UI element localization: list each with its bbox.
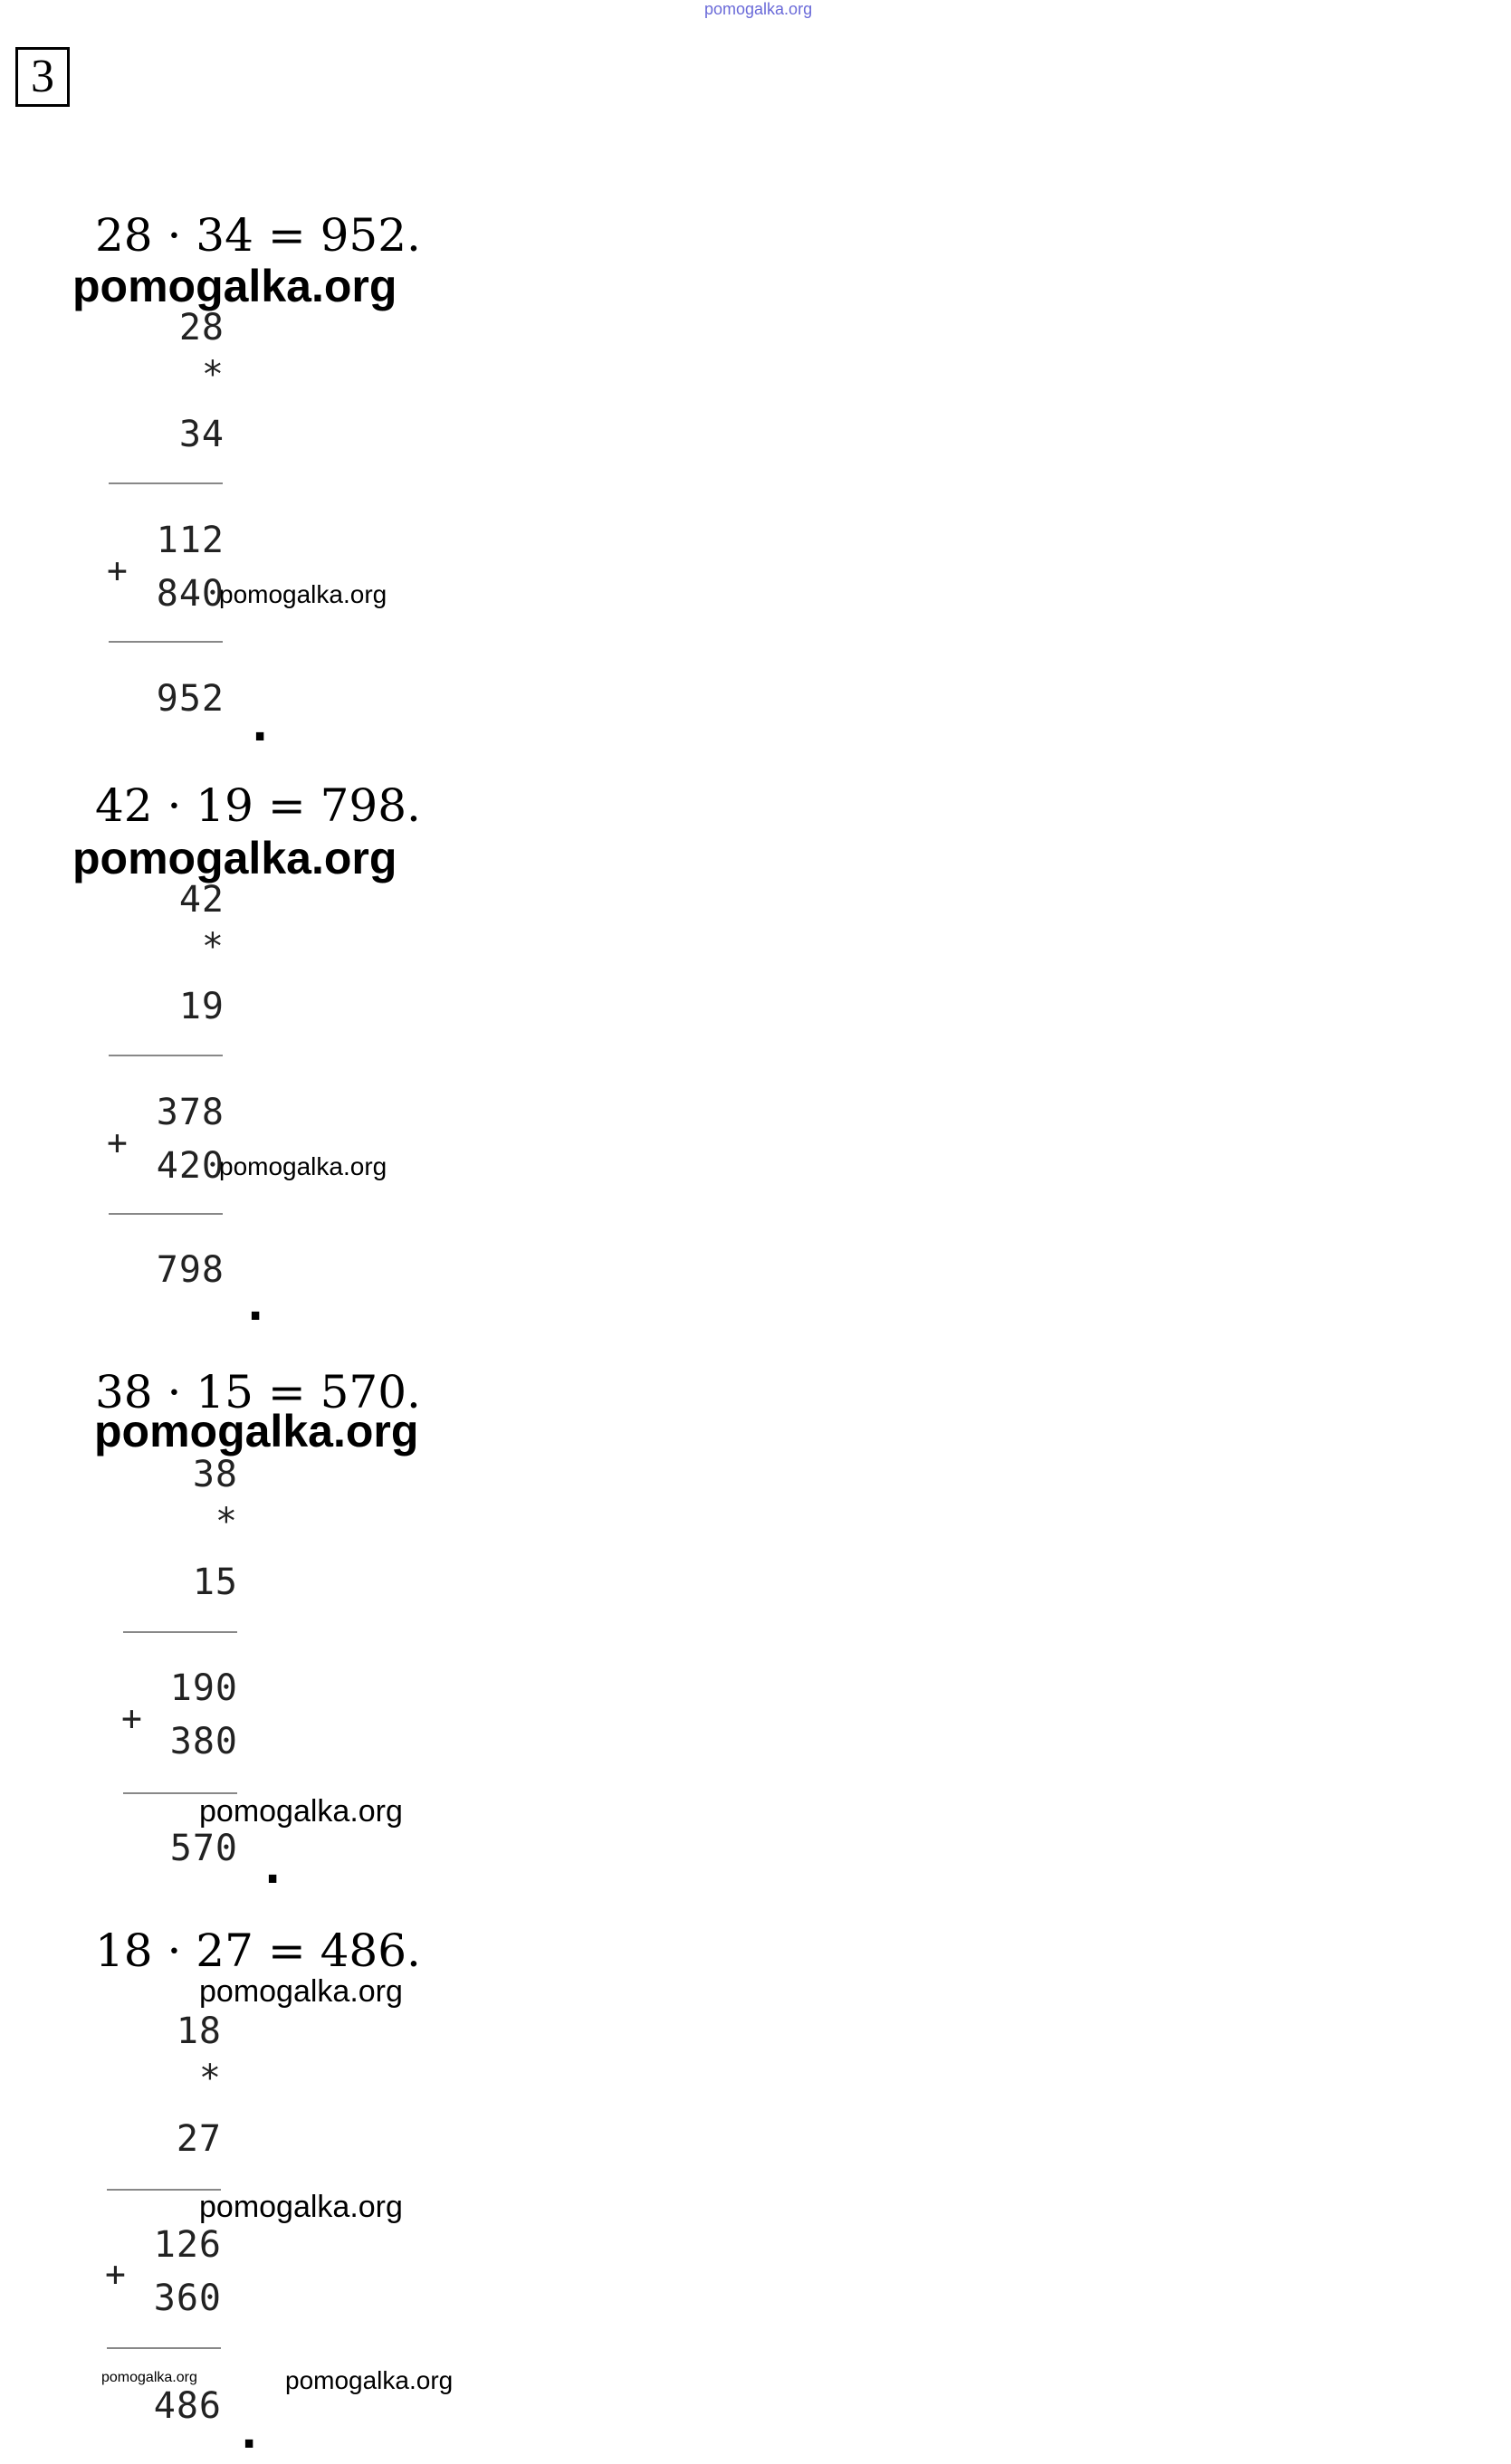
partial-product-4a: 126 <box>153 2224 222 2266</box>
operator-1: * <box>201 354 225 396</box>
multiplier-4: 27 <box>176 2118 222 2160</box>
rule-top-3 <box>123 1631 237 1633</box>
equation-4: 18 · 27 = 486. <box>95 1924 421 1977</box>
rule-bottom-1 <box>109 641 223 643</box>
operator-2: * <box>201 926 225 968</box>
watermark-tiny-4: pomogalka.org <box>101 2370 197 2385</box>
multiplier-3: 15 <box>192 1561 238 1603</box>
result-2: 798 <box>156 1249 225 1291</box>
plus-sign-4: + <box>105 2254 126 2294</box>
multiplicand-3: 38 <box>192 1454 238 1495</box>
operator-4: * <box>198 2058 222 2099</box>
period-4: . <box>241 2408 258 2459</box>
equation-3: 38 · 15 = 570. <box>95 1366 421 1418</box>
watermark-inline-4: pomogalka.org <box>199 2190 403 2224</box>
watermark-big-4: pomogalka.org <box>199 1974 403 2009</box>
result-1: 952 <box>156 678 225 720</box>
operator-3: * <box>215 1501 238 1542</box>
partial-product-4b: 360 <box>153 2278 222 2319</box>
watermark-big-2: pomogalka.org <box>72 833 397 883</box>
partial-product-3a: 190 <box>169 1667 238 1709</box>
watermark-big-3: pomogalka.org <box>94 1406 419 1456</box>
partial-product-1b: 840 <box>156 573 225 615</box>
plus-sign-1: + <box>107 550 128 590</box>
period-3: . <box>264 1843 282 1894</box>
period-2: . <box>247 1280 264 1331</box>
watermark-inline-3: pomogalka.org <box>199 1794 403 1829</box>
partial-product-3b: 380 <box>169 1721 238 1762</box>
multiplicand-4: 18 <box>176 2010 222 2052</box>
rule-top-1 <box>109 482 223 484</box>
period-1: . <box>252 701 269 751</box>
partial-product-2b: 420 <box>156 1145 225 1187</box>
equation-1: 28 · 34 = 952. <box>95 209 421 262</box>
watermark-big-1: pomogalka.org <box>72 261 397 311</box>
watermark-inline-1: pomogalka.org <box>219 580 387 608</box>
equation-2: 42 · 19 = 798. <box>95 779 421 832</box>
plus-sign-2: + <box>107 1122 128 1162</box>
top-watermark: pomogalka.org <box>704 0 813 18</box>
rule-bottom-2 <box>109 1213 223 1215</box>
rule-bottom-4 <box>107 2347 221 2349</box>
plus-sign-3: + <box>121 1698 142 1738</box>
multiplier-1: 34 <box>178 414 225 455</box>
multiplicand-1: 28 <box>178 307 225 349</box>
partial-product-2a: 378 <box>156 1092 225 1133</box>
result-4: 486 <box>153 2385 222 2427</box>
rule-top-2 <box>109 1055 223 1056</box>
partial-product-1a: 112 <box>156 520 225 561</box>
result-3: 570 <box>169 1828 238 1869</box>
watermark-extra-4: pomogalka.org <box>285 2366 454 2394</box>
multiplicand-2: 42 <box>178 879 225 921</box>
task-number-box: 3 <box>15 47 70 107</box>
watermark-inline-2: pomogalka.org <box>219 1152 387 1180</box>
multiplier-2: 19 <box>178 986 225 1027</box>
